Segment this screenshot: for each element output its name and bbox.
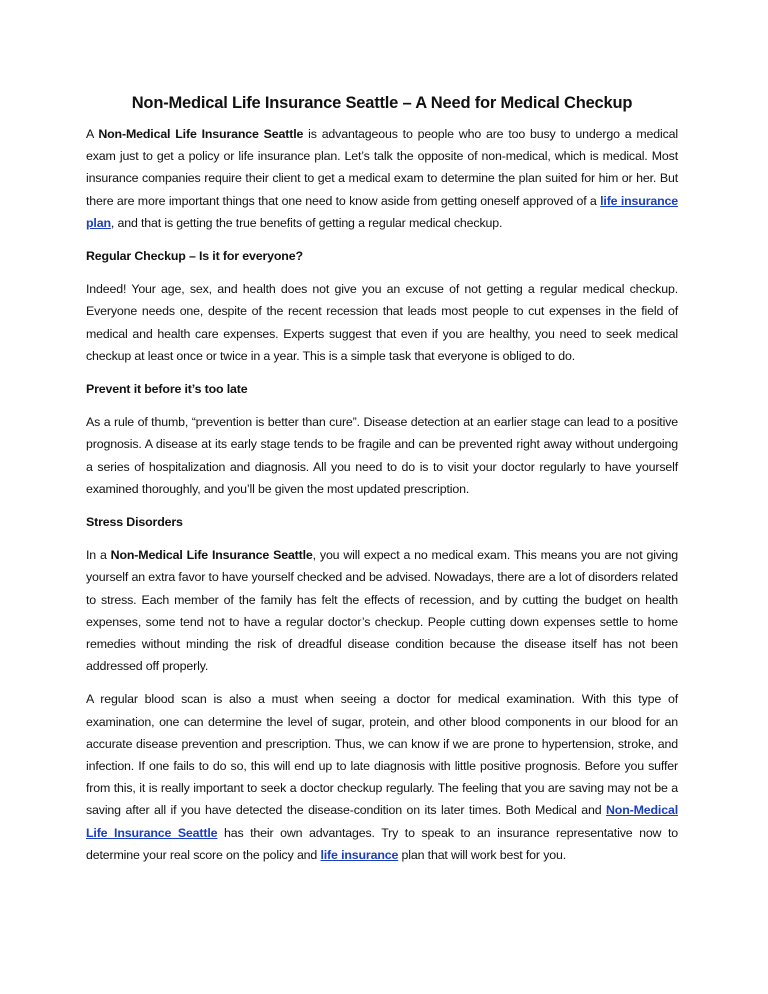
document-page [86,92,678,877]
non-medical-life-insurance-link[interactable]: Non-Medical Life Insurance Seattle [86,803,678,840]
blood-scan-paragraph [86,688,678,866]
text: A regular blood scan is also a must when seeing a doctor for medical examination. With this type of examination, one can determine the level of sugar, protein, and other blood components in our blood for an accurate disease prevention and prescription. Thus, we can know if we are prone to hypertension, stroke, and infection. If one fails to do so, this will end up to late diagnosis with little positive prognosis. Before you suffer from this, it is really important to seek a doctor checkup regularly. The feeling that you are saving may not be a saving after all if you have detected the disease-condition on its later times. Both Medical and [86,692,678,818]
text: , you will expect a no medical exam. This means you are not giving yourself an extra favor to have yourself checked and be advised. Nowadays, there are a lot of disorders related to stress. Each member of the family has felt the effects of recession, and by cutting the budget on health expenses, some tend not to have a regular doctor’s checkup. People cutting down expenses settle to home remedies without minding the risk of dreadful disease condition because the disease itself has not been addressed off properly. [86,548,678,674]
regular-checkup-paragraph: Indeed! Your age, sex, and health does not give you an excuse of not getting a regular medical checkup. Everyone needs one, despite of the recent recession that leads most people to cut expenses in the field of medical and health care expenses. Experts suggest that even if you are healthy, you need to seek medical checkup at least once or twice in a year. This is a simple task that everyone is obliged to do. [86,282,678,363]
text: A [86,127,99,141]
section-heading-prevent: Prevent it before it’s too late [86,382,248,397]
stress-paragraph [86,544,678,677]
intro-paragraph [86,123,678,234]
life-insurance-plan-link[interactable]: life insurance plan [86,193,679,230]
bold-keyword: Non-Medical Life Insurance Seattle [110,548,313,563]
text: has their own advantages. Try to speak to an insurance representative now to determine your real score on the policy and [86,825,678,862]
text: In a [86,548,111,563]
bold-keyword: Non-Medical Life Insurance Seattle [98,127,304,141]
life-insurance-link[interactable]: life insurance [320,847,399,862]
document-title: Non-Medical Life Insurance Seattle – A Need for Medical Checkup [131,94,633,112]
section-heading-stress: Stress Disorders [86,515,183,530]
text: is advantageous to people who are too busy to undergo a medical exam just to get a policy or life insurance plan. Let’s talk the opposite of non-medical, which is medical. Most insurance companies require their client to get a medical exam to determine the plan suited for him or her. But there are more important things that one need to know aside from getting oneself approved of a [86,127,678,208]
text: , and that is getting the true benefits of getting a regular medical checkup. [110,215,503,230]
text: plan that will work best for you. [398,847,567,862]
prevent-paragraph: As a rule of thumb, “prevention is better than cure”. Disease detection at an earlier stage can lead to a positive prognosis. A disease at its early stage tends to be fragile and can be prevented right away without undergoing a series of hospitalization and diagnosis. All you need to do is to visit your doctor regularly to have yourself examined thoroughly, and you’ll be given the most updated prescription. [86,415,678,496]
section-heading-regular-checkup: Regular Checkup – Is it for everyone? [86,249,303,264]
